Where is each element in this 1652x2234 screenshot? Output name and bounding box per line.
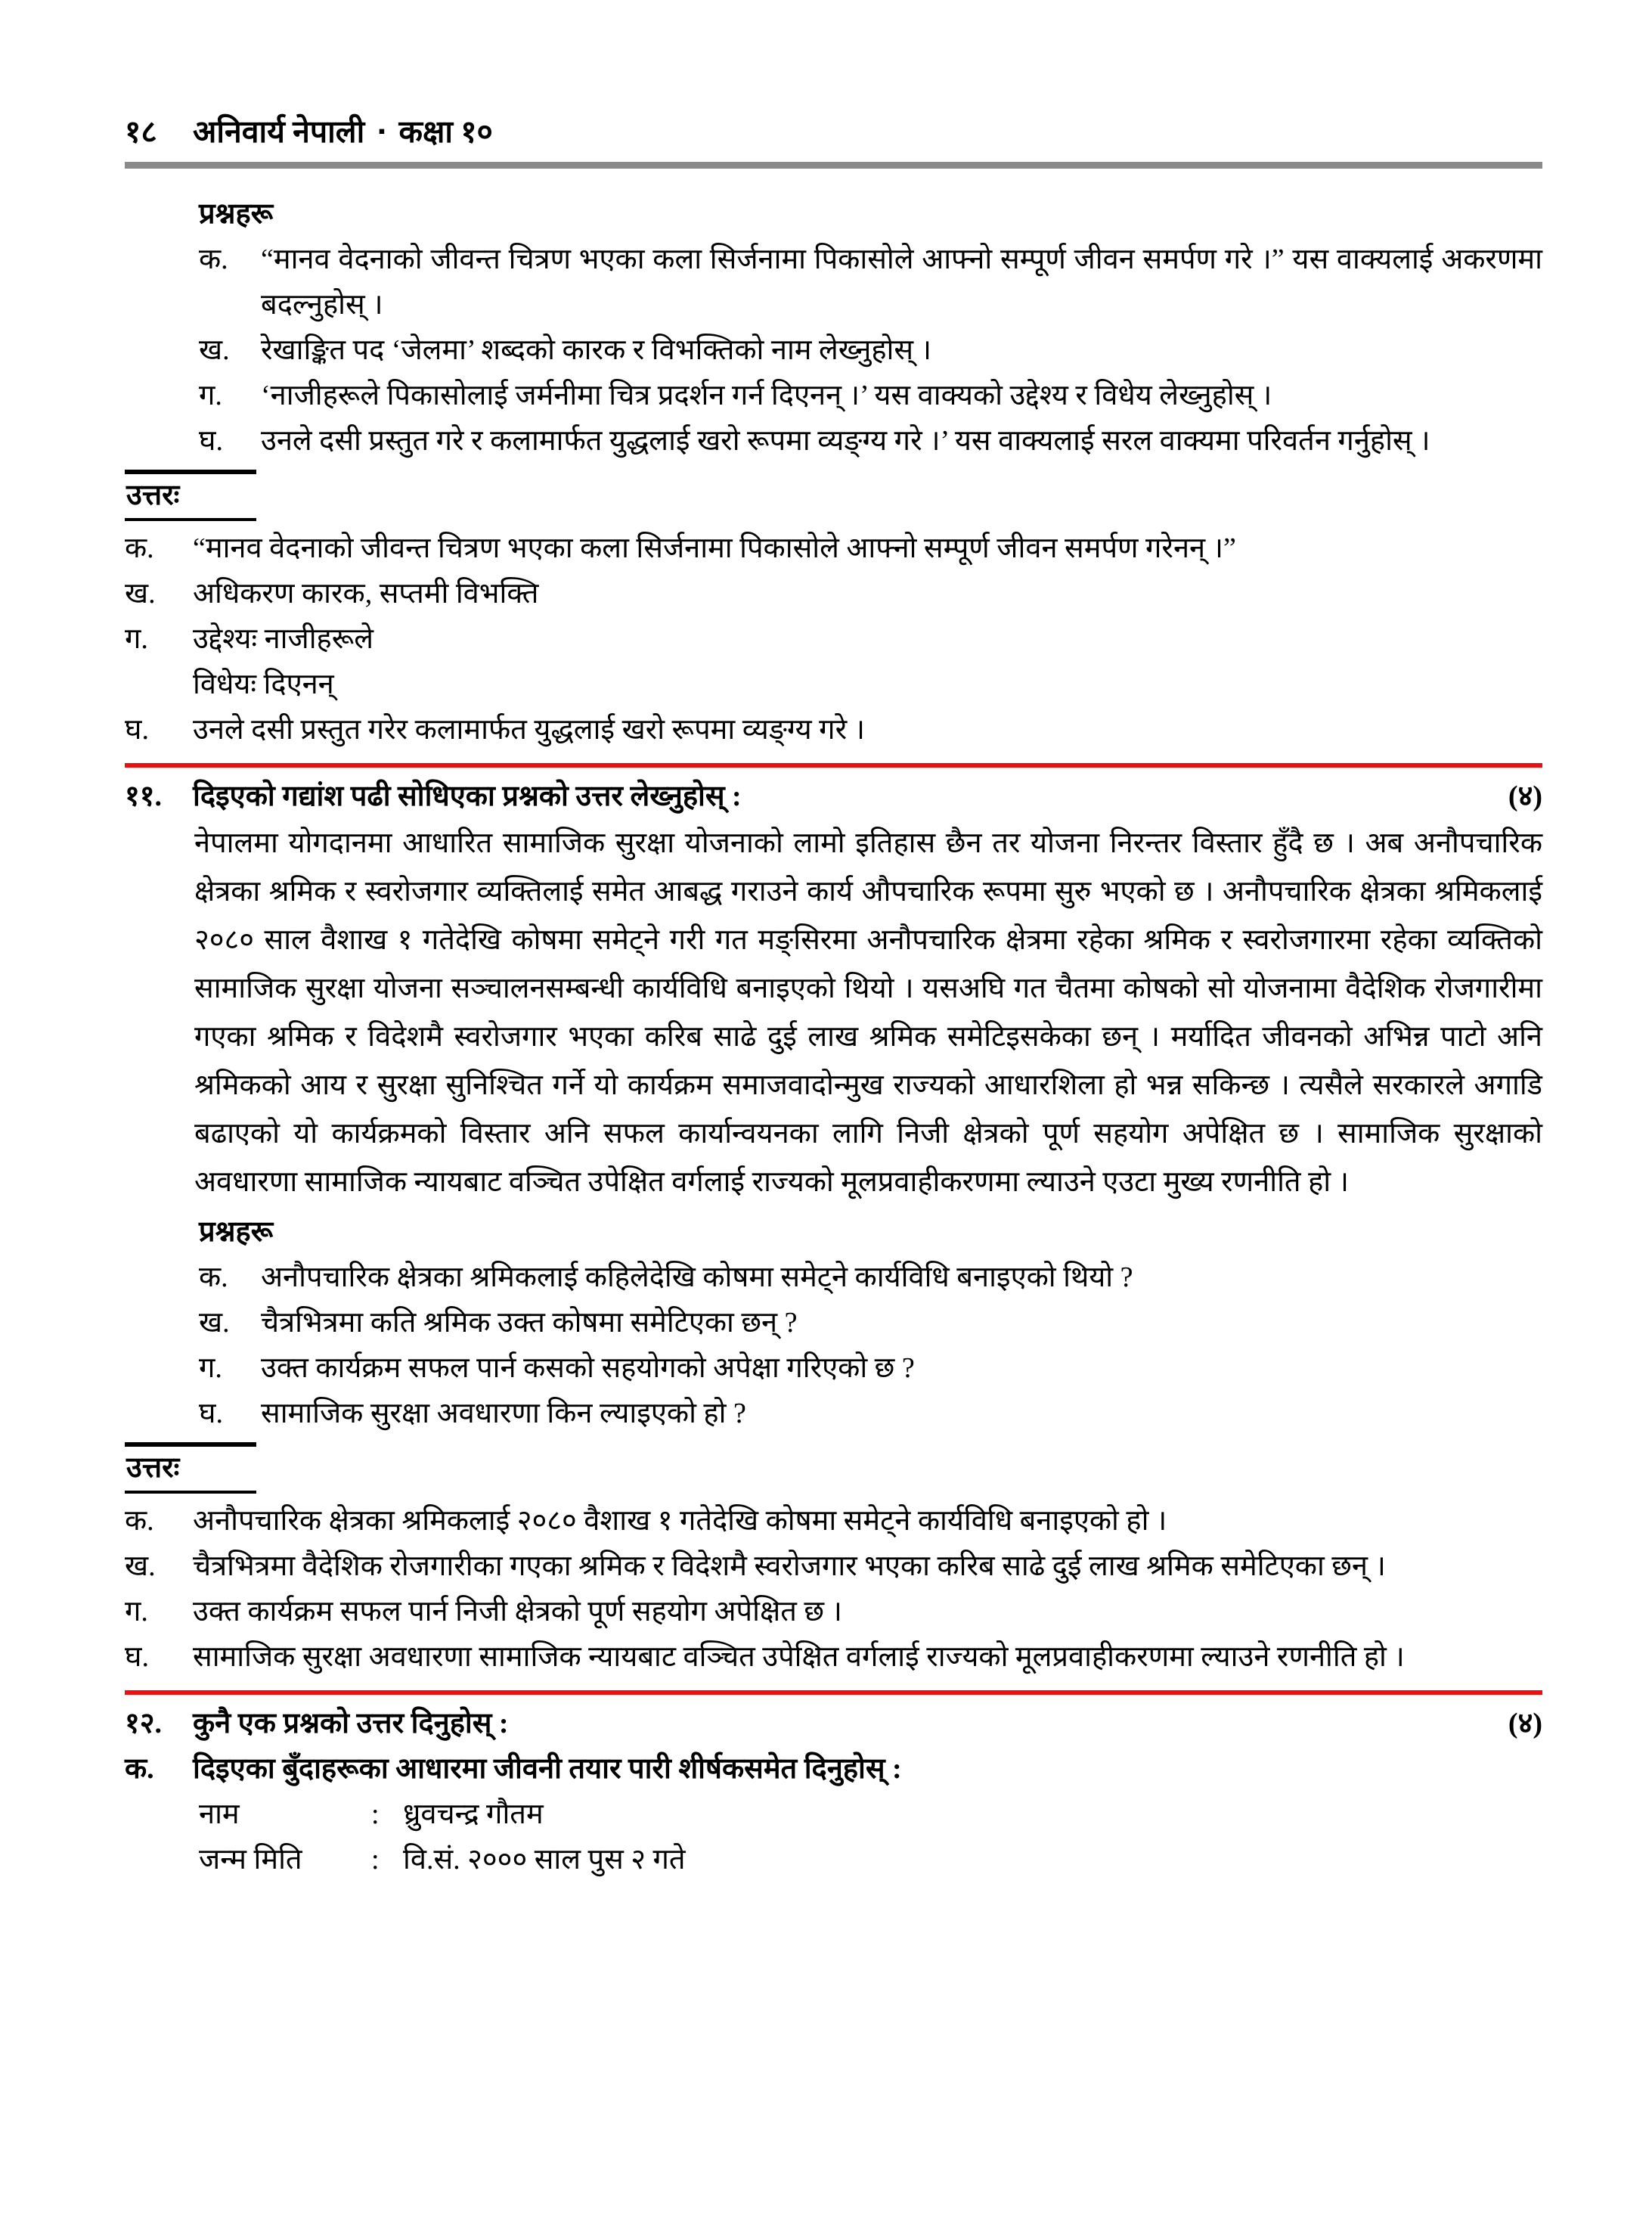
- answer-item: [125, 1544, 1542, 1589]
- section-12-subheading: [125, 1746, 1542, 1792]
- question-item: [199, 373, 1542, 418]
- question-item: [199, 237, 1542, 327]
- item-text: उक्त कार्यक्रम सफल पार्न कसको सहयोगको अपेक्षा गरिएको छ ?: [261, 1352, 915, 1384]
- item-label: घ.: [199, 1398, 223, 1429]
- answer-item: [125, 571, 1542, 616]
- section-divider-red: [125, 1690, 1542, 1695]
- item-text: [193, 616, 1542, 707]
- question-item: [199, 1345, 1542, 1391]
- questions-heading: प्रश्नहरू: [199, 1216, 274, 1248]
- item-label: क.: [125, 1505, 154, 1537]
- answer-item: [125, 526, 1542, 571]
- section-title: दिइएको गद्यांश पढी सोधिएका प्रश्नको उत्तर लेख्नुहोस् :: [193, 780, 742, 812]
- answer-item: [125, 707, 1542, 752]
- item-label: घ.: [125, 714, 149, 746]
- bio-point-row: [125, 1792, 1542, 1837]
- bio-value: ध्रुवचन्द्र गौतम: [403, 1798, 544, 1830]
- item-label: ख.: [199, 1307, 230, 1339]
- book-title: अनिवार्य नेपाली: [193, 114, 365, 149]
- item-text: ‘नाजीहरूले पिकासोलाई जर्मनीमा चित्र प्रदर्शन गर्न दिएनन् ।’ यस वाक्यको उद्देश्य र विधेय लेख्नुहोस् ।: [261, 380, 1272, 411]
- item-label: क.: [199, 1261, 228, 1293]
- page-header: [125, 113, 1542, 150]
- questions-heading: प्रश्नहरू: [199, 198, 274, 230]
- class-label: कक्षा १०: [398, 114, 493, 149]
- question-item: [199, 1300, 1542, 1345]
- header-divider: [125, 162, 1542, 169]
- square-bullet-icon: ▪: [378, 120, 386, 142]
- marks-badge: (४): [1508, 1708, 1542, 1739]
- sub-item-title: दिइएका बुँदाहरूका आधारमा जीवनी तयार पारी शीर्षकसमेत दिनुहोस् :: [193, 1753, 902, 1785]
- section-11-heading: [125, 774, 1542, 819]
- section-number: १२.: [125, 1708, 163, 1739]
- question-item: [199, 1255, 1542, 1300]
- item-label: क.: [199, 244, 228, 275]
- running-title: [193, 113, 493, 150]
- answer-list: [125, 526, 1542, 752]
- item-label: ख.: [125, 578, 156, 610]
- question-list: [125, 1255, 1542, 1436]
- bio-key: नाम: [199, 1798, 240, 1830]
- page-number: १८: [125, 114, 157, 149]
- question-item: [199, 418, 1542, 464]
- item-text: चैत्रभित्रमा वैदेशिक रोजगारीका गएका श्रमिक र विदेशमै स्वरोजगार भएका करिब साढे दुई लाख श्रमिक समेटिएका छन् ।: [193, 1550, 1386, 1582]
- bio-key: जन्म मिति: [199, 1844, 302, 1876]
- item-label: क.: [125, 532, 154, 564]
- item-text: उनले दसी प्रस्तुत गरेर कलामार्फत युद्धलाई खरो रूपमा व्यङ्ग्य गरे ।: [193, 714, 866, 746]
- item-label: ग.: [199, 1352, 222, 1384]
- item-text: सामाजिक सुरक्षा अवधारणा किन ल्याइएको हो ?: [261, 1398, 746, 1429]
- answer-item: [125, 1498, 1542, 1544]
- answers-heading: उत्तरः: [125, 1442, 256, 1494]
- question-item: [199, 327, 1542, 373]
- section-divider-red: [125, 763, 1542, 768]
- item-label: ख.: [199, 334, 230, 366]
- answer-item: [125, 616, 1542, 707]
- reading-passage: नेपालमा योगदानमा आधारित सामाजिक सुरक्षा योजनाको लामो इतिहास छैन तर योजना निरन्तर विस्तार हुँदै छ । अब अनौपचारिक क्षेत्रका श्रमिक र स्वरोजगार व्यक्तिलाई समेत आबद्ध गराउने कार्य औपचारिक रूपमा सुरु भएको छ । अनौपचारिक क्षेत्रका श्रमिकलाई २०८० साल वैशाख १ गतेदेखि कोषमा समेट्ने गरी गत मङ्सिरमा अनौपचारिक क्षेत्रमा रहेका श्रमिक र स्वरोजगारमा रहेका व्यक्तिको सामाजिक सुरक्षा योजना सञ्चालनसम्बन्धी कार्यविधि बनाइएको थियो । यसअघि गत चैतमा कोषको सो योजनामा वैदेशिक रोजगारीमा गएका श्रमिक र विदेशमै स्वरोजगार भएका करिब साढे दुई लाख श्रमिक समेटिइसकेका छन् । मर्यादित जीवनको अभिन्न पाटो अनि श्रमिकको आय र सुरक्षा सुनिश्चित गर्ने यो कार्यक्रम समाजवादोन्मुख राज्यको आधारशिला हो भन्न सकिन्छ । त्यसैले सरकारले अगाडि बढाएको यो कार्यक्रमको विस्तार अनि सफल कार्यान्वयनका लागि निजी क्षेत्रको पूर्ण सहयोग अपेक्षित छ । सामाजिक सुरक्षाको अवधारणा सामाजिक न्यायबाट वञ्चित उपेक्षित वर्गलाई राज्यको मूलप्रवाहीकरणमा ल्याउने एउटा मुख्य रणनीति हो ।: [194, 827, 1542, 1198]
- item-label: ख.: [125, 1550, 156, 1582]
- item-label: ग.: [199, 380, 222, 411]
- item-label: ग.: [125, 623, 148, 655]
- item-label: घ.: [125, 1641, 149, 1673]
- marks-badge: (४): [1508, 780, 1542, 812]
- item-text: चैत्रभित्रमा कति श्रमिक उक्त कोषमा समेटिएका छन् ?: [261, 1307, 798, 1339]
- sub-item-label: क.: [125, 1753, 154, 1785]
- item-text: “मानव वेदनाको जीवन्त चित्रण भएका कला सिर्जनामा पिकासोले आफ्नो सम्पूर्ण जीवन समर्पण गरे ।” यस वाक्यलाई अकरणमा बदल्नुहोस् ।: [261, 244, 1542, 321]
- question-list: [125, 237, 1542, 464]
- answers-heading: उत्तरः: [125, 470, 256, 521]
- item-text: अनौपचारिक क्षेत्रका श्रमिकलाई कहिलेदेखि कोषमा समेट्ने कार्यविधि बनाइएको थियो ?: [261, 1261, 1133, 1293]
- item-label: ग.: [125, 1596, 148, 1627]
- bio-value: वि.सं. २००० साल पुस २ गते: [403, 1844, 686, 1876]
- item-text: उनले दसी प्रस्तुत गरे र कलामार्फत युद्धलाई खरो रूपमा व्यङ्ग्य गरे ।’ यस वाक्यलाई सरल वाक्यमा परिवर्तन गर्नुहोस् ।: [261, 425, 1430, 457]
- item-text: “मानव वेदनाको जीवन्त चित्रण भएका कला सिर्जनामा पिकासोले आफ्नो सम्पूर्ण जीवन समर्पण गरेनन् ।”: [193, 532, 1236, 564]
- answer-item: [125, 1589, 1542, 1634]
- answer-list: [125, 1498, 1542, 1680]
- bio-point-row: [125, 1837, 1542, 1882]
- section-title: कुनै एक प्रश्नको उत्तर दिनुहोस् :: [193, 1708, 509, 1739]
- bio-colon: :: [371, 1844, 380, 1876]
- item-text: सामाजिक सुरक्षा अवधारणा सामाजिक न्यायबाट वञ्चित उपेक्षित वर्गलाई राज्यको मूलप्रवाहीकरणमा ल्याउने रणनीति हो ।: [193, 1641, 1405, 1673]
- question-item: [199, 1391, 1542, 1436]
- item-text: रेखाङ्कित पद ‘जेलमा’ शब्दको कारक र विभक्तिको नाम लेख्नुहोस् ।: [261, 334, 931, 366]
- answer-line-uddeshya: उद्देश्यः नाजीहरूले: [193, 623, 374, 655]
- item-text: अधिकरण कारक, सप्तमी विभक्ति: [193, 578, 539, 610]
- item-label: घ.: [199, 425, 223, 457]
- bio-colon: :: [371, 1798, 380, 1830]
- item-text: उक्त कार्यक्रम सफल पार्न निजी क्षेत्रको पूर्ण सहयोग अपेक्षित छ ।: [193, 1596, 842, 1627]
- answer-line-vidheya: विधेयः दिएनन्: [193, 669, 334, 700]
- section-number: ११.: [125, 780, 163, 812]
- section-12-heading: [125, 1701, 1542, 1746]
- answer-item: [125, 1634, 1542, 1680]
- item-text: अनौपचारिक क्षेत्रका श्रमिकलाई २०८० वैशाख १ गतेदेखि कोषमा समेट्ने कार्यविधि बनाइएको हो ।: [193, 1505, 1167, 1537]
